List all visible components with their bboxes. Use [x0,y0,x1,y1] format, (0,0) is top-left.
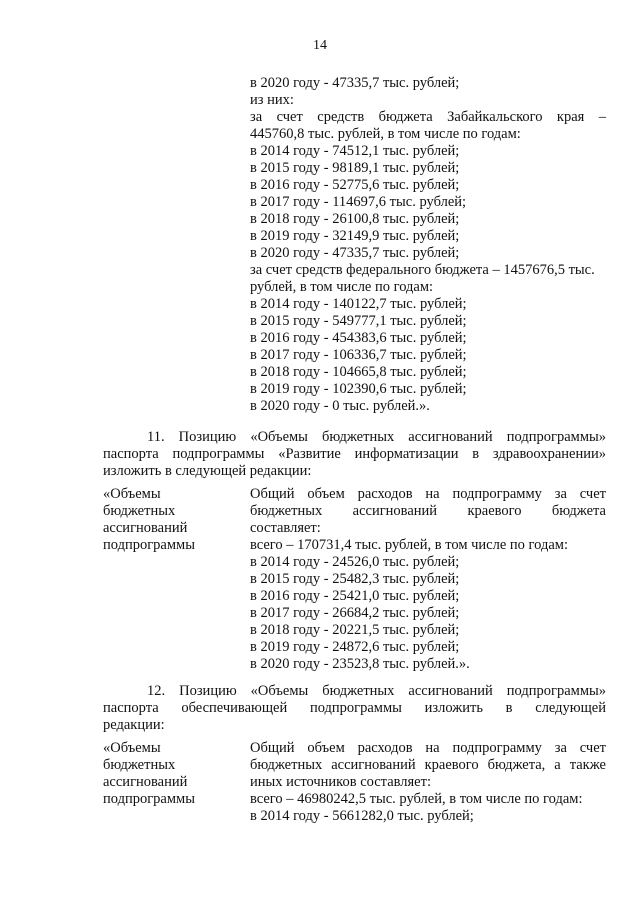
text-line: всего – 46980242,5 тыс. рублей, в том числе по годам: [250,791,583,807]
label-line: подпрограммы [103,791,195,807]
text-line: за счет средств федерального бюджета – 1457676,5 тыс. [250,262,595,278]
text-line: в 2020 году - 0 тыс. рублей.». [250,398,430,414]
label-line: ассигнований [103,520,188,536]
text-line: в 2018 году - 104665,8 тыс. рублей; [250,364,467,380]
text-line: за счет средств бюджета Забайкальского края – [250,109,606,125]
text-line: паспорта обеспечивающей подпрограммы изложить в следующей [103,700,606,716]
section-content [250,740,606,825]
text-line: в 2016 году - 454383,6 тыс. рублей; [250,330,467,346]
text-line: в 2014 году - 24526,0 тыс. рублей; [250,554,460,570]
text-line: 11. Позицию «Объемы бюджетных ассигнований подпрограммы» [147,429,606,445]
section-content [250,486,606,673]
text-line: в 2018 году - 20221,5 тыс. рублей; [250,622,460,638]
text-line: в 2017 году - 114697,6 тыс. рублей; [250,194,467,210]
text-line: Общий объем расходов на подпрограмму за счет [250,740,606,756]
label-line: ассигнований [103,774,188,790]
text-line: в 2015 году - 98189,1 тыс. рублей; [250,160,460,176]
text-line: в 2016 году - 25421,0 тыс. рублей; [250,588,460,604]
funding-continuation-block [250,75,606,415]
text-line: всего – 170731,4 тыс. рублей, в том числе по годам: [250,537,568,553]
label-line: бюджетных [103,503,176,519]
text-line: в 2016 году - 52775,6 тыс. рублей; [250,177,460,193]
text-line: бюджетных ассигнований краевого бюджета, а также [250,757,606,773]
text-line: в 2014 году - 140122,7 тыс. рублей; [250,296,467,312]
text-line: в 2015 году - 549777,1 тыс. рублей; [250,313,467,329]
text-line: редакции: [103,717,165,733]
text-line: Общий объем расходов на подпрограмму за счет [250,486,606,502]
label-line: бюджетных [103,757,176,773]
item-12-paragraph [103,683,606,734]
text-line: в 2020 году - 23523,8 тыс. рублей.». [250,656,470,672]
text-line: в 2018 году - 26100,8 тыс. рублей; [250,211,460,227]
section-label [103,486,243,554]
text-line: бюджетных ассигнований краевого бюджета [250,503,606,519]
text-line: паспорта подпрограммы «Развитие информатизации в здравоохранении» [103,446,606,462]
label-line: «Объемы [103,486,161,502]
text-line: в 2020 году - 47335,7 тыс. рублей; [250,75,460,91]
text-line: рублей, в том числе по годам: [250,279,434,295]
item-11-paragraph [103,429,606,480]
label-line: подпрограммы [103,537,195,553]
text-line: в 2017 году - 26684,2 тыс. рублей; [250,605,460,621]
text-line: в 2019 году - 24872,6 тыс. рублей; [250,639,460,655]
text-line: иных источников составляет: [250,774,431,790]
text-line: составляет: [250,520,321,536]
text-line: 12. Позицию «Объемы бюджетных ассигнований подпрограммы» [147,683,606,699]
text-line: в 2019 году - 102390,6 тыс. рублей; [250,381,467,397]
text-line: в 2017 году - 106336,7 тыс. рублей; [250,347,467,363]
text-line: изложить в следующей редакции: [103,463,312,479]
text-line: в 2015 году - 25482,3 тыс. рублей; [250,571,460,587]
page-number: 14 [313,38,327,53]
text-line: 445760,8 тыс. рублей, в том числе по годам: [250,126,521,142]
text-line: в 2020 году - 47335,7 тыс. рублей; [250,245,460,261]
text-line: в 2014 году - 74512,1 тыс. рублей; [250,143,460,159]
text-line: из них: [250,92,294,108]
text-line: в 2014 году - 5661282,0 тыс. рублей; [250,808,474,824]
text-line: в 2019 году - 32149,9 тыс. рублей; [250,228,460,244]
label-line: «Объемы [103,740,161,756]
section-label [103,740,243,808]
